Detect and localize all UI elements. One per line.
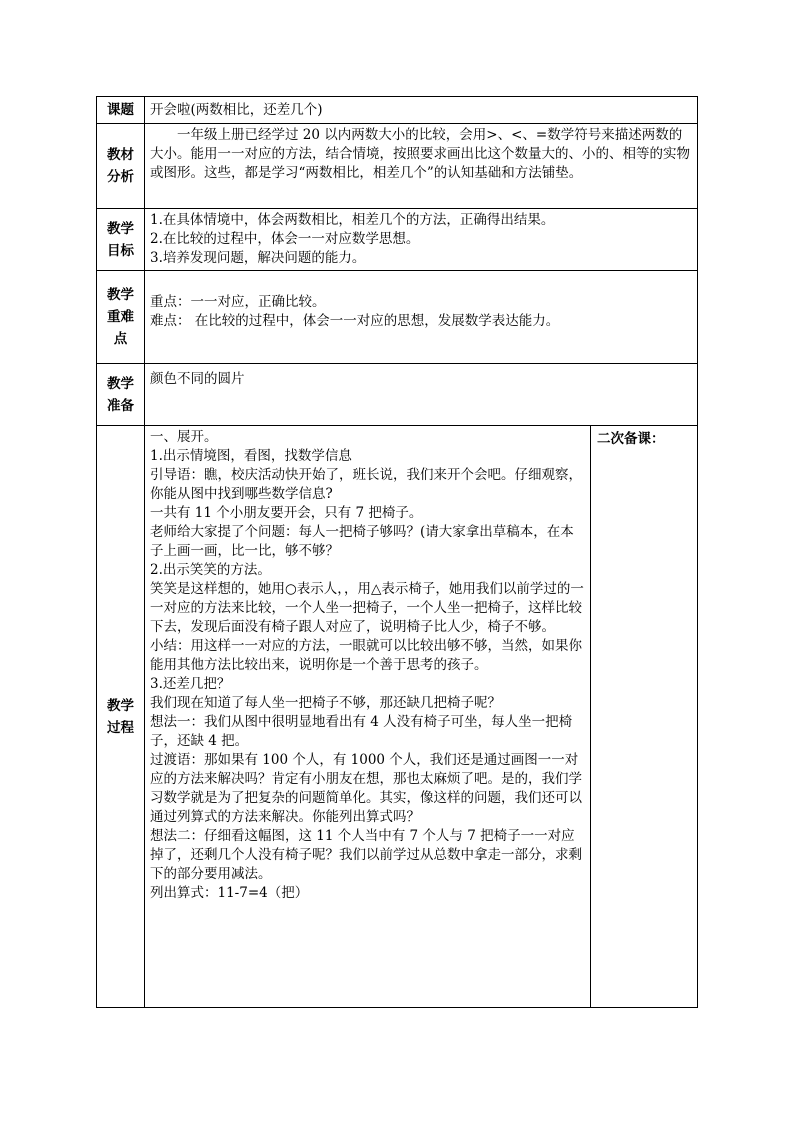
process-paragraph: 列出算式：11-7=4（把）: [150, 885, 309, 901]
lesson-plan-table: [96, 96, 698, 1008]
keypoint-difficulty: 难点： 在比较的过程中，体会一一对应的思想，发展数学表达能力。: [150, 313, 560, 329]
process-paragraph: 2.出示笑笑的方法。: [150, 562, 271, 578]
keypoint-focus: 重点：一一对应，正确比较。: [150, 294, 326, 310]
label-process: 教学 过程: [97, 426, 145, 1008]
process-paragraph: 3.还差几把？: [150, 676, 231, 692]
process-paragraph: 老师给大家提了个问题：每人一把椅子够吗？(请大家拿出草稿本，在本子上画一画，比一比，够不够？: [150, 524, 574, 559]
lesson-title: 开会啦(两数相比，还差几个): [145, 97, 698, 124]
label-analysis: 教材 分析: [97, 124, 145, 209]
row-analysis: [97, 124, 698, 209]
label-goals: 教学 目标: [97, 209, 145, 271]
process-paragraph: 过渡语：那如果有 100 个人，有 1000 个人，我们还是通过画图一一对应的方法来解决吗？肯定有小朋友在想，那也太麻烦了吧。是的，我们学习数学就是为了把复杂的问题简单化。其实，像这样的问题，我们还可以通过列算式的方法来解决。你能列出算式吗？: [150, 752, 582, 825]
process-paragraph: 我们现在知道了每人坐一把椅子不够，那还缺几把椅子呢？: [150, 695, 501, 711]
analysis-text: 一年级上册已经学过 20 以内两数大小的比较，会用>、<、=数学符号来描述两数的大小。能用一一对应的方法，结合情境，按照要求画出比这个数量大的、小的、相等的实物或图形。这些，都是学习“两数相比，相差几个”的认知基础和方法铺垫。: [145, 124, 698, 209]
process-paragraph: 一、展开。: [150, 429, 218, 445]
second-prep-notes: [591, 426, 698, 1008]
second-prep-header: 二次备课：: [597, 431, 665, 447]
row-process: [97, 426, 698, 1008]
goals-list: [145, 209, 698, 271]
row-keypoints: [97, 271, 698, 364]
row-title: [97, 97, 698, 124]
row-prep: [97, 364, 698, 426]
process-content: [145, 426, 591, 1008]
row-goals: [97, 209, 698, 271]
process-paragraph: 引导语：瞧，校庆活动快开始了，班长说，我们来开个会吧。仔细观察，你能从图中找到哪些数学信息?: [150, 467, 582, 502]
process-paragraph: 1.出示情境图，看图，找数学信息: [150, 448, 352, 464]
goal-item: 1.在具体情境中，体会两数相比，相差几个的方法，正确得出结果。: [150, 212, 555, 228]
label-title: 课题: [97, 97, 145, 124]
label-keypoints: 教学 重难 点: [97, 271, 145, 364]
process-paragraph: 想法二：仔细看这幅图，这 11 个人当中有 7 个人与 7 把椅子一一对应掉了，还剩几个人没有椅子呢？我们以前学过从总数中拿走一部分，求剩下的部分要用减法。: [150, 828, 582, 882]
goal-item: 3.培养发现问题，解决问题的能力。: [150, 250, 366, 266]
prep-text: 颜色不同的圆片: [145, 364, 698, 426]
label-prep: 教学 准备: [97, 364, 145, 426]
process-paragraph: 想法一：我们从图中很明显地看出有 4 人没有椅子可坐，每人坐一把椅子，还缺 4 把。: [150, 714, 573, 749]
keypoints-list: [145, 271, 698, 364]
process-paragraph: 小结：用这样一一对应的方法，一眼就可以比较出够不够，当然，如果你能用其他方法比较出来，说明你是一个善于思考的孩子。: [150, 638, 582, 673]
process-paragraph: 笑笑是这样想的，她用○表示人，，用△表示椅子，她用我们以前学过的一一对应的方法来比较，一个人坐一把椅子，一个人坐一把椅子，这样比较下去，发现后面没有椅子跟人对应了，说明椅子比人少，椅子不够。: [150, 581, 584, 635]
process-paragraph: 一共有 11 个小朋友要开会，只有 7 把椅子。: [150, 505, 423, 521]
goal-item: 2.在比较的过程中，体会一一对应数学思想。: [150, 231, 420, 247]
